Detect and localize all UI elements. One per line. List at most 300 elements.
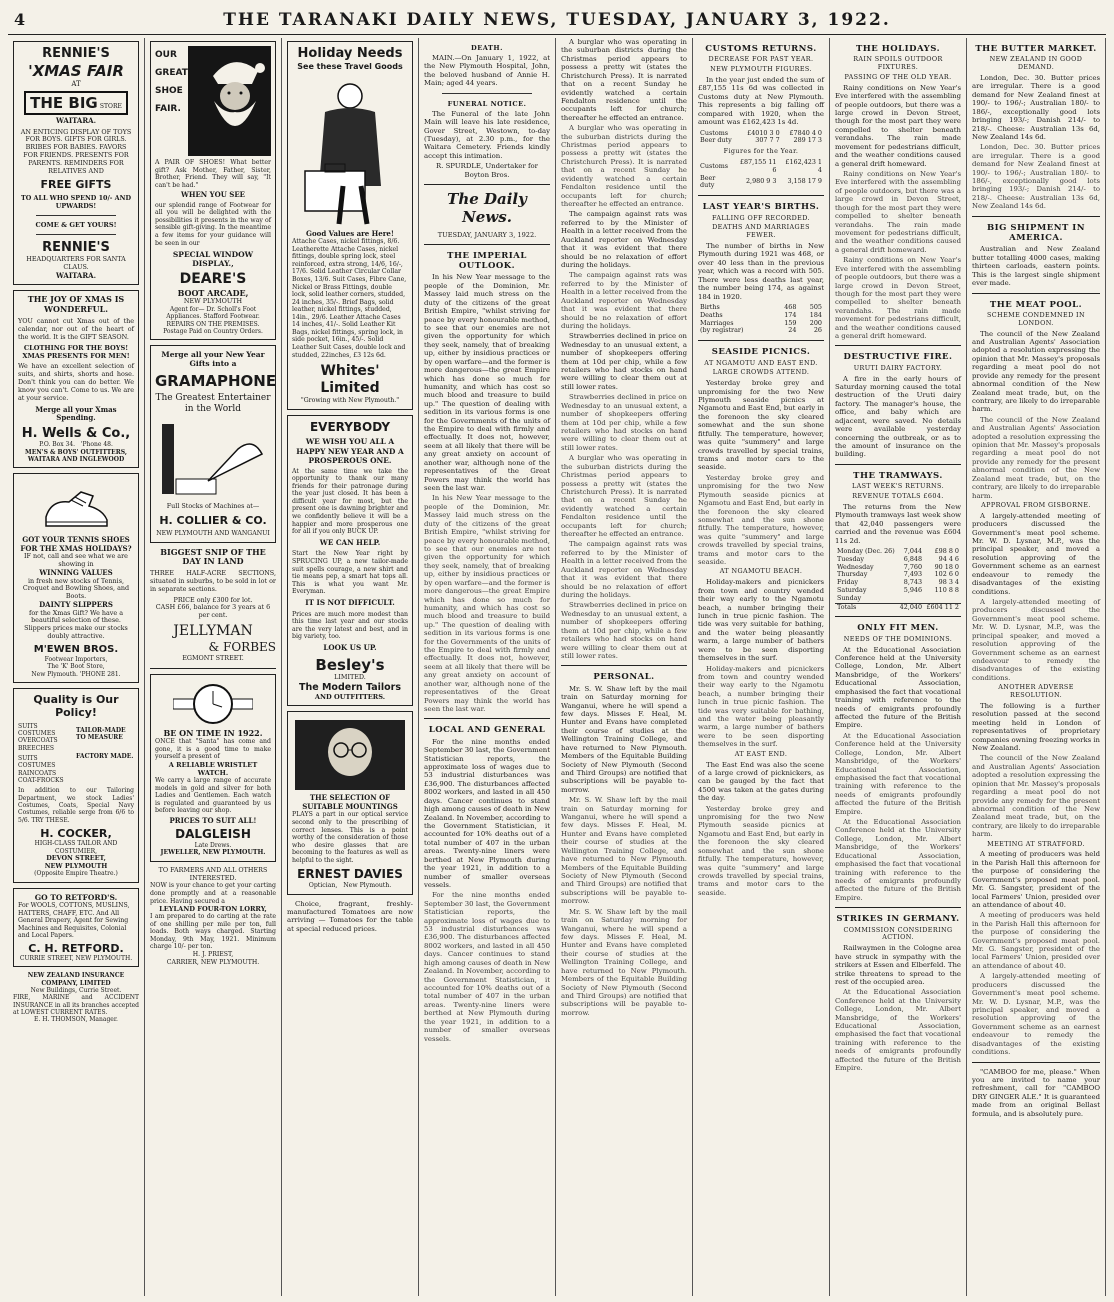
editorial-body: In his New Year message to the people of the Dominion, Mr. Massey laid much stress on the duty of the citizens of the great British Empire, "whilst striving for peace by every honourable method, to see that our enemies are not given the opportunity for which they seek, namely, that of breaking up, either by insidious practices or by open warfare—and the former is more dangerous—the great Empire which has done so much for humanity, and which has cost so much blood and treasure to build up." The question of dealing with sedition in its various forms is one for the Governments of the units of the Empire to deal with firmly and effectually. It does not, however, seem at all likely that there will be any great anxiety on account of another war, although none of the representatives of the Great Powers may think the world has seen the last war. — [424, 273, 550, 493]
section-ad — [150, 548, 276, 663]
ad-headline: BE ON TIME IN 1922. — [163, 727, 263, 738]
ad-text: AT — [71, 80, 81, 89]
ad-text: IF not, call and see what we are showing in — [24, 552, 128, 569]
ad-name: H. COLLIER & CO. — [159, 513, 267, 527]
ad-text: A RELIABLE WRISTLET WATCH. — [168, 760, 258, 777]
ad-body: I am prepared to do carting at the rate of one shilling per mile per ton, full loads. Both ways charged. Starting Monday, 9th May, 1921. Minimum charge 10/- per ton. — [150, 913, 276, 951]
ad-text: CURRIE STREET, NEW PLYMOUTH. — [19, 955, 133, 963]
table-cell: 26 — [813, 326, 822, 335]
table-row-total — [835, 603, 961, 611]
ad-body: For WOOLS, COTTONS, MUSLINS, HATTERS, CHAFF, ETC. And All General Drapery, Agent for Sewing Machines and Requisites, Colonial and Local Papers. — [18, 901, 130, 940]
ad-text: SHOE — [155, 86, 183, 96]
ad-headline: GO TO RETFORD'S. — [34, 892, 118, 902]
list-item: RAINCOATS — [18, 769, 57, 777]
table-cell: 7,044 — [903, 546, 923, 555]
ad-text: MEN'S & BOYS' OUTFITTERS, — [25, 448, 127, 456]
holidays-heading: THE HOLIDAYS. — [855, 44, 941, 54]
personal-body-continued: Mr. S. W. Shaw left by the mail train on Saturday morning for Wanganui, where he will spend a few days. Misses F. Heal, M. Hunter and Evans have completed their course of studies at the Wellington Training College, and have returned to New Plymouth. Members of the Equitable Building Society of New Plymouth (Second and Third Groups) are notified that subscriptions will be payable to-morrow. — [561, 796, 687, 906]
table-cell: 468 — [784, 302, 797, 311]
strikes-heading: STRIKES IN GERMANY. — [836, 914, 960, 925]
ad-text: STORE — [99, 102, 122, 110]
ad-text: TAILOR-MADE TO MEASURE — [76, 726, 126, 742]
another-body-continued: The council of the New Zealand and Australian Agents' Association adopted a resolution expressing the opinion that Mr. Massey's proposals regarding a meat pool do not provide any remedy for the present abnormal condition of the New Zealand meat trade, but, on the contrary, are likely to do irreparable harm. — [972, 754, 1100, 839]
table-cell: Wednesday — [837, 562, 874, 571]
traveller-illustration — [295, 76, 405, 226]
another-subheading: ANOTHER ADVERSE RESOLUTION. — [998, 683, 1074, 700]
table-cell: Beer duty — [700, 136, 732, 145]
list-item: COSTUMES — [18, 730, 56, 738]
table-row — [698, 159, 824, 175]
holidays-body: Rainy conditions on New Year's Eve interfered with the assembling of people outdoors, but there was a large crowd in Devon Street, though for the most part they were compelled to shelter beneath verandahs. The rain made movement for pedestrians difficult, and the weather conditions caused a general drift homeward. — [835, 83, 961, 168]
customs-table — [698, 130, 824, 146]
newspaper-title: THE TARANAKI DAILY NEWS, TUESDAY, JANUARY 3, 1922. — [223, 10, 891, 30]
beach-body-continued: Holiday-makers and picnickers from town and country wended their way early to the Ngamotu beach, a number bringing their lunch in true picnic fashion. The tide was very suitable for bathing, and the water being pleasantly warm, a large number of bathers were to be seen disporting themselves in the surf. — [698, 664, 824, 749]
ad-headline: FREE GIFTS — [40, 178, 112, 192]
fit-men-subheading: NEEDS OF THE DOMINIONS. — [843, 634, 953, 643]
ad-body: We carry a large range of accurate models in gold and silver for both Ladies and Gentlemen. Each watch is regulated and guaranteed by us before leaving our shop. — [155, 777, 271, 815]
ad-text: The 'K' Boot Store, — [47, 663, 105, 671]
ad-name: M'EWEN BROS. — [33, 643, 119, 655]
table-cell: £7840 4 0 — [789, 128, 822, 137]
table-cell: Sunday — [837, 593, 862, 602]
ad-text: EGMONT STREET. — [182, 653, 244, 662]
ad-text: Merge all your Xmas Spending. — [35, 404, 117, 423]
ad-text: AND OUTFITTERS. — [314, 693, 386, 702]
nzi-ad — [13, 972, 139, 1023]
ad-headline: GOT YOUR TENNIS SHOES FOR THE XMAS HOLIDAYS? — [20, 535, 132, 553]
ad-body: TO ALL WHO SPEND 10/- AND UPWARDS! — [20, 193, 132, 210]
butter-subheading: NEW ZEALAND IN GOOD DEMAND. — [989, 55, 1083, 72]
tramways-subheading: LAST WEEK'S RETURNS. — [851, 482, 945, 491]
ad-body: for the Xmas Gift? We have a beautiful selection of these. Slippers prices make our stocks doubly attractive. — [24, 608, 128, 641]
ad-text: Footwear Importers, — [44, 656, 108, 664]
customs-heading: CUSTOMS RETURNS. — [705, 44, 817, 54]
table-cell: 24 — [788, 326, 797, 335]
ad-headline: THE JOY OF XMAS IS WONDERFUL. — [27, 294, 125, 315]
ad-body: in fresh new stocks of Tennis, Croquet and Bowling Shoes, and Boots. — [22, 576, 130, 601]
funeral-signature: R. SPURDLE, Undertaker for Boyton Bros. — [436, 162, 538, 179]
ad-text: FACTORY MADE. — [76, 753, 134, 761]
rats-article: The campaign against rats was referred to by the Minister of Health in a letter received from the Auckland reporter on Wednesday that it was evident that there should be no relaxation of effort during the holidays. — [561, 210, 687, 269]
gramophone-illustration — [158, 419, 268, 499]
issue-date: TUESDAY, JANUARY 3, 1922. — [437, 230, 537, 239]
ad-text: Merge all your New Year Gifts into a — [161, 350, 265, 369]
births-heading: LAST YEAR'S BIRTHS. — [702, 202, 820, 213]
table-cell: 8,743 — [903, 578, 923, 587]
list-item: SUITS — [18, 722, 38, 730]
approval-body: A largely-attended meeting of producers discussed the Government's meat pool scheme. Mr. W. D. Lysnar, M.P., was the principal speaker, and moved a resolution approving of the Government scheme as an earnest endeavour to remedy the disadvantages of the existing conditions. — [972, 511, 1100, 596]
masthead — [8, 6, 1106, 35]
table-cell: Thursday — [837, 570, 868, 579]
table-cell: Tuesday — [837, 554, 864, 563]
column-7 — [830, 38, 967, 1296]
ad-text: Late Drews. — [194, 841, 232, 849]
table-cell: 90 18 0 — [934, 562, 959, 571]
ad-text: WINNING VALUES — [39, 568, 113, 578]
column-8 — [967, 38, 1106, 1296]
ad-body: Attache Cases, nickel fittings, 8/6. Leatherette Attache Cases, nickel fittings, double spring lock, steel reinforced, extra strong, 14/6, 16/-, 17/6. Solid Leather Circular Collar Boxes, 13/6. Suit Cases, Fibre Cane, Nickel or Brass Fittings, double lock, solid leather corners, studded, 24 inches, 35/-. Brief Bags, solid leather, nickel fittings, studded, 14in., 29/6. Leather Attache Cases 14 inches, 41/-. Solid Leather Kit Bags, nickel fittings, spring lock, in side pocket, 16in., 45/-. Solid Leather Suit Cases, double lock and studded, 22inches, £3 12s 6d. — [292, 238, 407, 359]
table-cell: £604 11 2 — [926, 602, 959, 611]
ad-text: CLOTHING FOR THE BOYS! XMAS PRESENTS FOR MEN! — [22, 344, 130, 361]
ad-text: SPECIAL WINDOW DISPLAY., — [172, 250, 254, 269]
ad-name: RENNIE'S — [42, 240, 110, 256]
whites-ad — [287, 41, 413, 410]
ad-text: New Plymouth. — [31, 670, 78, 678]
ad-text: COME & GET YOURS! — [35, 221, 117, 230]
personal-body-continued-2: Mr. S. W. Shaw left by the mail train on Saturday morning for Wanganui, where he will spend a few days. Misses F. Heal, M. Hunter and Evans have completed their course of studies at the Wellington Training College, and have returned to New Plymouth. Members of the Equitable Building Society of New Plymouth (Second and Third Groups) are notified that subscriptions will be payable to-morrow. — [561, 907, 687, 1017]
paper-title: The Daily News. — [447, 190, 527, 227]
ad-text: NEW PLYMOUTH — [183, 297, 243, 306]
ad-name: H. Wells & Co., — [21, 425, 131, 441]
ad-text: Agent for— Dr. Scholl's Foot Appliances. Stafford Footwear. — [166, 306, 260, 321]
ad-body: YOU cannot cut Xmas out of the calendar, nor out of the heart of the world. It is the GIFT SEASON. — [18, 316, 134, 341]
burglar-article: A burglar who was operating in the suburban districts during the Christmas period appears to possess a pretty wit (states the Christchurch Press). It is narrated that on a recent Sunday he evidently watched a certain Fendalton residence until the occupants left for church; thereafter he effected an entrance. — [561, 38, 687, 122]
births-subheading-2: DEATHS AND MARRIAGES FEWER. — [712, 223, 810, 240]
table-cell: 7,760 — [903, 562, 923, 571]
burglar-article-continued: A burglar who was operating in the suburban districts during the Christmas period appears to possess a pretty wit (states the Christchurch Press). It is narrated that on a recent Sunday he evidently watched a certain Fendalton residence until the occupants left for church; thereafter he effected an entrance. — [561, 124, 687, 209]
table-cell: 102 6 0 — [934, 570, 959, 579]
ad-body: At the same time we take the opportunity to thank our many friends for their patronage during the year just closed. It has been a difficult year for most, but the present one is dawning brighter and we confidently believe it will be a happier and more prosperous one for all if you only BUCK UP. — [292, 467, 408, 536]
picnic-subheading-2: LARGE CROWDS ATTEND. — [712, 368, 810, 377]
table-cell: Marriages — [700, 318, 734, 327]
table-cell: Customs — [700, 161, 729, 170]
table-cell: 200 — [809, 318, 822, 327]
ad-headline: GRAMAPHONE — [155, 371, 277, 390]
ad-headline: BIGGEST SNIP OF THE DAY IN LAND — [160, 546, 266, 567]
table-cell: Totals — [837, 602, 857, 611]
funeral-heading: FUNERAL NOTICE. — [447, 99, 527, 108]
butter-body-continued: London, Dec. 30. Butter prices are irregular. There is a good demand for New Zealand finest at 190/- to 196/-; Australian 180/- to 186/-, exceptionally good lots bringing 193/-; Danish 214/- to 218/-. Cheese: Australian 13s 6d, New Zealand 14s 6d. — [972, 143, 1100, 211]
strikes-body: Railwaymen in the Cologne area have struck in sympathy with the strikers at Essen and Elberfeld. The strike threatens to spread to the rest of the occupied area. — [835, 944, 961, 986]
table-cell: 505 — [809, 302, 822, 311]
dalgleish-ad — [150, 674, 276, 862]
table-cell: 7,493 — [903, 570, 923, 579]
tennis-shoe-illustration — [41, 482, 111, 532]
table-cell — [924, 595, 961, 603]
customs-subheading: DECREASE FOR PAST YEAR. — [708, 55, 814, 64]
customs-year-label: Figures for the Year. — [723, 147, 799, 156]
ad-body: NOW is your chance to get your carting done promptly and at a reasonable price. Having secured a — [150, 882, 276, 905]
stratford-body-continued: A meeting of producers was held in the Parish Hall this afternoon for the purpose of considering the Government's proposed meat pool. Mr. G. Sangster, president of the local Farmers' Union, presided over an attendance of about 40. — [972, 911, 1100, 970]
table-cell: 98 3 4 — [938, 578, 959, 587]
table-row — [698, 327, 824, 335]
watch-illustration — [173, 683, 253, 725]
personal-body: Mr. S. W. Shaw left by the mail train on Saturday morning for Wanganui, where he will spend a few days. Misses F. Heal, M. Hunter and Evans have completed their course of studies at the Wellington Training College, and have returned to New Plymouth. Members of the Equitable Building Society of New Plymouth (Second and Third Groups) are notified that subscriptions will be payable to-morrow. — [561, 684, 687, 794]
ad-name: DEARE'S — [179, 271, 247, 288]
east-end-body-continued: Yesterday broke grey and unpromising for the two New Plymouth seaside picnics at Ngamotu and East End, but early in the forenoon the sky cleared somewhat and the sun shone fitfully. The temperature, however, was quite "summery" and large crowds travelled by special trains, trams and motor cars to the seaside. — [698, 804, 824, 897]
ad-body: ONCE that "Santa" has come and gone, it is a good time to make yourself a present of — [155, 738, 271, 761]
ad-name: & FORBES — [208, 640, 276, 655]
ad-text: PRICES TO SUIT ALL! — [169, 815, 257, 825]
gramophone-ad — [150, 345, 276, 542]
tramways-table — [835, 548, 961, 612]
ad-headline: Quality is Our Policy! — [33, 692, 119, 720]
east-end-body: The East End was also the scene of a large crowd of picknickers, as can be gauged by the fact that 4500 was taken at the gates during the day. — [698, 760, 824, 803]
table-cell: Monday (Dec. 26) — [837, 546, 895, 555]
table-cell: Saturday — [837, 586, 867, 594]
besley-ad — [287, 415, 413, 706]
tramways-body: The returns from the New Plymouth tramways last week show that 42,040 passengers were carried and the revenue was £604 11s 2d. — [835, 502, 961, 545]
customs-year-table — [698, 159, 824, 190]
editorial-body-continued: In his New Year message to the people of the Dominion, Mr. Massey laid much stress on the duty of the citizens of the great British Empire, "whilst striving for peace by every honourable method, to see that our enemies are not given the opportunity for which they seek, namely, that of breaking up, either by insidious practices or by open warfare—and the former is more dangerous—the great Empire which has done so much for humanity, and which has cost so much blood and treasure to build up." The question of dealing with sedition in its various forms is one for the Governments of the units of the Empire to deal with firmly and effectually. It does not, however, seem at all likely that there will be any great anxiety on account of another war, although none of the representatives of the Great Powers may think the world has seen the last war. — [424, 494, 550, 713]
ad-headline: THE SELECTION OF SUITABLE MOUNTINGS — [302, 793, 398, 811]
table-cell: 307 7 7 — [755, 136, 780, 145]
table-cell: 174 — [784, 310, 797, 319]
ad-text: (Opposite Empire Theatre.) — [34, 870, 118, 878]
ad-text: WE WISH YOU ALL A HAPPY NEW YEAR AND A PROSPEROUS ONE. — [296, 437, 404, 465]
table-cell: (by registrar) — [700, 326, 744, 335]
approval-subheading: APPROVAL FROM GISBORNE. — [981, 500, 1091, 509]
ad-text: 'PHONE 281. — [79, 670, 121, 678]
ad-text: Optician, — [308, 881, 338, 889]
deaths-heading: DEATH. — [471, 44, 503, 52]
ad-name: JELLYMAN — [173, 623, 253, 639]
meat-pool-body: The council of the New Zealand and Australian Agents' Association adopted a resolution expressing the opinion that Mr. Massey's proposals regarding a meat pool do not provide any remedy for the present abnormal condition of the New Zealand meat trade, but, on the contrary, are likely to do irreparable harm. — [972, 329, 1100, 414]
ad-text: LOOK US UP. — [323, 642, 377, 652]
column-6 — [693, 38, 830, 1296]
ad-text: New Buildings, Currie Street. — [30, 987, 122, 995]
east-end-subheading: AT EAST END. — [734, 749, 788, 758]
ad-body: Start the New Year right by SPRUCING UP, a new tailor-made suit spells courage, a new shirt and tie means pep, a smart hat tops all. This is what you want Mr. Everyman. — [292, 550, 408, 596]
ad-text: WAITARA. — [55, 270, 97, 280]
strawberries-article-continued: Strawberries declined in price on Wednesday to an unusual extent, a number of shopkeepers offering them at 10d per chip, while a few retailers who had stocks on hand were willing to clear them out at still lower rates. — [561, 393, 687, 452]
table-cell: Customs — [700, 128, 729, 137]
ad-text: The Greatest Entertainer in the World — [155, 392, 271, 414]
ad-text: WAITARA AND INGLEWOOD — [27, 456, 125, 464]
santa-illustration — [188, 46, 271, 156]
stratford-body-continued-2: A largely-attended meeting of producers discussed the Government's meat pool scheme. Mr. W. D. Lysnar, M.P., was the principal speaker, and moved a resolution approving of the Government scheme as an earnest endeavour to remedy the disadvantages of the existing conditions. — [972, 972, 1100, 1057]
ad-body: A PAIR OF SHOES! What better gift? Ask Mother, Father, Sister, Brother, Friend. They will say, "It can't be had." — [155, 159, 271, 189]
table-cell: 6,848 — [903, 554, 923, 563]
picnic-body: Yesterday broke grey and unpromising for the two New Plymouth seaside picnics at Ngamotu and East End, but early in the forenoon the sky cleared somewhat and the sun shone fitfully. The temperature, however, was quite "summery" and large crowds travelled by special trains, trams and motor cars to the seaside. — [698, 379, 824, 472]
funeral-notice: The Funeral of the late John Main will leave his late residence, Gover Street, Westown, to-day (Tuesday), at 2.30 p.m., for the Waitara Cemetery. Friends kindly accept this intimation. — [424, 109, 550, 160]
lorry-ad — [150, 867, 276, 966]
ad-text: NEW PLYMOUTH AND WANGANUI — [156, 530, 270, 538]
ad-headline: TO FARMERS AND ALL OTHERS INTERESTED. — [158, 865, 268, 882]
table-cell: 110 8 8 — [934, 586, 959, 594]
holidays-body-continued-2: Rainy conditions on New Year's Eve interfered with the assembling of people outdoors, but there was a large crowd in Devon Street, though for the most part they were compelled to shelter beneath verandahs. The rain made movement for pedestrians difficult, and the weather conditions caused a general drift homeward. — [835, 256, 961, 341]
ad-text: JEWELLER, NEW PLYMOUTH. — [160, 849, 266, 857]
strikes-subheading: COMMISSION CONSIDERING ACTION. — [843, 925, 953, 942]
fire-heading: DESTRUCTIVE FIRE. — [843, 352, 953, 363]
ad-text: WHEN YOU SEE — [180, 190, 245, 200]
beach-subheading: AT NGAMOTU BEACH. — [719, 567, 803, 576]
strawberries-article: Strawberries declined in price on Wednesday to an unusual extent, a number of shopkeepers offering them at 10d per chip, while a few retailers who had stocks on hand were willing to clear them out at still lower rates. — [561, 332, 687, 391]
fire-subheading: URUTI DAIRY FACTORY. — [853, 363, 943, 372]
list-item: BREECHES — [18, 744, 54, 752]
ad-body: THREE HALF-ACRE SECTIONS, situated in suburbs, to be sold in lot or in separate sections. — [150, 569, 276, 593]
list-item: COSTUMES — [18, 762, 56, 770]
burglar-article-continued-2: A burglar who was operating in the suburban districts during the Christmas period appears to possess a pretty wit (states the Christchurch Press). It is narrated that on a recent Sunday he evidently watched a certain Fendalton residence until the occupants left for church; thereafter he effected an entrance. — [561, 454, 687, 539]
table-cell: Beer duty — [700, 173, 716, 190]
births-body: The number of births in New Plymouth during 1921 was 468, or over 40 less than in the previous year, which was a record with 505. There were less deaths last year, the number being 174, as against 184 in 1920. — [698, 242, 824, 301]
ad-body: Prices are much more modest than this time last year and our stocks are the very latest and best, and in big variety, too. — [292, 610, 408, 641]
ad-text: WAITARA. — [55, 115, 97, 125]
ad-body: PLAYS a part in our optical service second only to the prescribing of correct lenses. This is a point worthy of the consideration of those who desire glasses that are becoming to the features as well as helpful to the sight. — [292, 811, 408, 864]
ad-text: HEADQUARTERS FOR SANTA CLAUS. — [26, 255, 126, 272]
column-5 — [556, 38, 693, 1296]
ad-text: LEYLAND FOUR-TON LORRY, — [159, 905, 267, 914]
ad-name: Whites' Limited — [320, 363, 380, 397]
ad-text: IT IS NOT DIFFICULT. — [305, 597, 395, 607]
column-1 — [8, 38, 145, 1296]
column-2 — [145, 38, 282, 1296]
column-4 — [419, 38, 556, 1296]
rats-article-continued: The campaign against rats was referred to by the Minister of Health in a letter received from the Auckland reporter on Wednesday that it was evident that there should be no relaxation of effort during the holidays. — [561, 271, 687, 330]
births-table — [698, 304, 824, 335]
ad-body: We have an excellent selection of suits, and shirts, shorts and hose. Don't think you can do better. We know you can't. Come to us. We are at your service. — [18, 362, 134, 402]
rats-article-continued-2: The campaign against rats was referred to by the Minister of Health in a letter received from the Auckland reporter on Wednesday that it was evident that there should be no relaxation of effort during the holidays. — [561, 540, 687, 599]
another-body: The following is a further resolution passed at the second meeting held in London of representatives of proprietary companies owning freezing works in New Zealand. — [972, 701, 1100, 752]
ad-text: 'Phone 48. — [80, 441, 113, 449]
wells-ad — [13, 290, 139, 468]
tramways-subheading-2: REVENUE TOTALS £604. — [852, 492, 944, 501]
ad-text: The Modern Tailors — [298, 681, 402, 693]
table-cell: 159 — [784, 318, 797, 327]
table-cell: 94 4 6 — [938, 554, 959, 563]
table-cell: Births — [700, 302, 720, 311]
list-item: COAT-FROCKS — [18, 776, 64, 784]
article-body: Choice, fragrant, freshly-manufactured Tomatoes are now arriving — Tomatoes for the table at special reduced prices. — [287, 899, 413, 933]
ad-text: CASH £66, balance for 3 years at 6 per cent. — [155, 603, 271, 620]
holidays-body-continued: Rainy conditions on New Year's Eve interfered with the assembling of people outdoors, but there was a large crowd in Devon Street, though for the most part they were compelled to shelter beneath verandahs. The rain made movement for pedestrians difficult, and the weather conditions caused a general drift homeward. — [835, 170, 961, 254]
death-notice: MAIN.—On January 1, 1922, at the New Plymouth Hospital, John, the beloved husband of Annie H. Main; aged 44 years. — [424, 54, 550, 88]
holidays-subheading: RAIN SPOILS OUTDOOR FIXTURES. — [853, 55, 943, 72]
ad-name: Besley's — [315, 655, 385, 674]
ad-headline: Holiday Needs — [297, 46, 403, 61]
table-cell: 2,980 9 3 — [745, 177, 777, 186]
local-body: For the nine months ended September 30 last, the Government Statistician reports, the approximate loss of wages due to 53 industrial disturbances was £36,900. The disturbances affected 8002 workers, and lasted in all 450 days. Cancer continues to stand high among causes of death in New Zealand. In November, according to the Government Statistician, it accounted for 10% deaths out of a total number of 407 in the urban areas. Twenty-nine liners were berthed at New Plymouth during the year 1921, in addition to a number of smaller overseas vessels. — [424, 737, 550, 889]
cocker-items — [18, 723, 76, 785]
ad-text: WE CAN HELP. — [319, 537, 381, 547]
mewen-ad — [13, 473, 139, 683]
table-cell: £87,155 11 6 — [739, 157, 777, 174]
meat-pool-body-continued: The council of the New Zealand and Australian Agents' Association adopted a resolution expressing the opinion that Mr. Massey's proposals regarding a meat pool do not provide any remedy for the present abnormal condition of the New Zealand meat trade, but, on the contrary, are likely to do irreparable harm. — [972, 415, 1100, 500]
ad-headline: NEW ZEALAND INSURANCE COMPANY, LIMITED — [27, 972, 125, 987]
rennies-ad — [13, 41, 139, 285]
camboo-ad: "CAMBOO for me, please." When you are invited to name your refreshment, call for "CAMBOO DRY GINGER ALE." It is guaranteed made from an original Bellast formula, and is absolutely pure. — [972, 1067, 1100, 1118]
table-cell: 5,946 — [903, 586, 923, 594]
table-cell: 42,040 — [899, 602, 923, 611]
table-cell: Friday — [837, 578, 859, 587]
ad-text: LIMITED. — [334, 672, 366, 681]
ad-text: Full Stocks of Machines at— — [166, 501, 260, 510]
picnic-heading: SEASIDE PICNICS. — [711, 347, 811, 358]
ad-text: DEVON STREET, — [46, 853, 106, 862]
local-body-continued: For the nine months ended September 30 last, the Government Statistician reports, the approximate loss of wages due to 53 industrial disturbances was £36,900. The disturbances affected 8002 workers, and lasted in all 450 days. Cancer continues to stand high among causes of death in New Zealand. In November, according to the Government Statistician, it accounted for 10% deaths out of a total number of 407 in the urban areas. Twenty-nine liners were berthed at New Plymouth during the year 1921, in addition to a number of smaller overseas vessels. — [424, 891, 550, 1043]
picnic-body-continued: Yesterday broke grey and unpromising for the two New Plymouth seaside picnics at Ngamotu and East End, but early in the forenoon the sky cleared somewhat and the sun shone fitfully. The temperature, however, was quite "summery" and large crowds travelled by special trains, trams and motor cars to the seaside. — [698, 473, 824, 567]
list-item: OVERCOATS — [18, 737, 58, 745]
list-item: SUITS — [18, 755, 38, 763]
picnic-subheading: AT NGAMOTU AND EAST END. — [704, 358, 818, 367]
ad-text: HIGH-CLASS TAILOR AND COSTUMIER, — [34, 840, 118, 855]
table-cell — [897, 595, 924, 603]
ad-name: ERNEST DAVIES — [297, 867, 403, 882]
table-row — [835, 595, 961, 603]
stratford-body: A meeting of producers was held in the Parish Hall this afternoon for the purpose of considering the Government's proposed meat pool. Mr. G. Sangster, president of the local Farmers' Union, presided over an attendance of about 40. — [972, 850, 1100, 909]
ad-name: DALGLEISH — [175, 827, 251, 842]
table-cell: £98 8 0 — [934, 546, 959, 555]
table-cell: 3,158 17 9 — [787, 177, 822, 186]
ad-text: E. H. THOMSON, Manager. — [34, 1016, 118, 1024]
shipment-heading: BIG SHIPMENT IN AMERICA. — [986, 222, 1086, 244]
table-cell: £162,423 1 4 — [785, 157, 822, 174]
table-row — [698, 137, 824, 145]
table-cell: £4010 3 0 — [747, 128, 780, 137]
ad-name: H. J. PRIEST, — [192, 951, 234, 959]
table-cell: 289 17 3 — [793, 136, 822, 145]
ad-text: GREAT — [155, 68, 188, 78]
fit-men-body-continued-2: At the Educational Association Conference held at the University College, London, Mr. Albert Mansbridge, of the Workers' Educational Association, emphasised the fact that vocational training with reference to the needs of emigrants profoundly affected the future of the British Empire. — [835, 818, 961, 902]
ad-text: CARRIER, NEW PLYMOUTH. — [166, 958, 260, 966]
ad-body: our splendid range of Footwear for all you will be delighted with the possibilities it presents in the way of sensible gift-giving. In the meantime a few items for your guidance will be seen in our — [155, 201, 271, 247]
ad-text: DAINTY SLIPPERS — [39, 600, 113, 610]
fit-men-body: At the Educational Association Conference held at the University College, London, Mr. Albert Mansbridge, of the Workers' Educational Association, emphasised the fact that vocational training with reference to the needs of emigrants profoundly affected the future of the British Empire. — [835, 645, 961, 730]
shoe-fair-heading — [155, 46, 188, 118]
optician-illustration — [295, 720, 405, 790]
ad-text: OUR — [155, 50, 177, 60]
holidays-subheading-2: PASSING OF THE OLD YEAR. — [844, 72, 952, 81]
table-cell: 184 — [809, 310, 822, 319]
butter-body: London, Dec. 30. Butter prices are irregular. There is a good demand for New Zealand finest at 190/- to 196/-; Australian 180/- to 186/-, exceptionally good lots bringing 193/-; Danish 214/- to 218/-. Cheese: Australian 13s 6d, New Zealand 14s 6d. — [972, 73, 1100, 141]
column-3 — [282, 38, 419, 1296]
ad-text: "Growing with New Plymouth." — [300, 397, 400, 405]
ad-text: Good Values are Here! — [306, 228, 394, 238]
stratford-subheading: MEETING AT STRATFORD. — [987, 839, 1085, 848]
table-cell: Deaths — [700, 310, 723, 319]
fit-men-heading: ONLY FIT MEN. — [857, 623, 939, 634]
ad-big-store: THE BIG — [30, 93, 98, 112]
meat-pool-heading: THE MEAT POOL. — [989, 299, 1083, 310]
ad-text: REPAIRS ON THE PREMISES. Postage Paid on Country Orders. — [163, 320, 263, 336]
ad-text: See these Travel Goods — [297, 61, 403, 71]
editorial-heading: THE IMPERIAL OUTLOOK. — [447, 250, 527, 272]
cocker-ad — [13, 688, 139, 883]
meat-pool-subheading: SCHEME CONDEMNED IN LONDON. — [987, 310, 1085, 327]
ad-headline: EVERYBODY — [309, 419, 391, 434]
shipment-body: Australian and New Zealand butter totalling 4000 cases, making thirteen carloads, eastern points. This is the largest single shipment ever made. — [972, 245, 1100, 288]
ad-text: NEW PLYMOUTH — [44, 861, 108, 870]
ad-name: C. H. RETFORD. — [28, 941, 124, 955]
page-number: 4 — [14, 10, 26, 29]
strikes-body-continued: At the Educational Association Conference held at the University College, London, Mr. Albert Mansbridge, of the Workers' Educational Association, emphasised the fact that vocational training with reference to the needs of emigrants profoundly affected the future of the British Empire. — [835, 988, 961, 1073]
davies-ad — [287, 711, 413, 894]
strawberries-article-continued-2: Strawberries declined in price on Wednesday to an unusual extent, a number of shopkeepers offering them at 10d per chip, while a few retailers who had stocks on hand were willing to clear them out at still lower rates. — [561, 601, 687, 660]
customs-body: In the year just ended the sum of £87,155 11s 6d was collected in Customs duty at New Plymouth. This represents a big falling off compared with 1920, when the amount was £162,423 1s 4d. — [698, 75, 824, 127]
beach-body: Holiday-makers and picnickers from town and country wended their way early to the Ngamotu beach, a number bringing their lunch in true picnic fashion. The tide was very suitable for bathing, and the water being pleasantly warm, a large number of bathers were to be seen disporting themselves in the surf. — [698, 578, 824, 663]
ad-subtitle: 'XMAS FAIR — [28, 61, 124, 80]
tramways-heading: THE TRAMWAYS. — [853, 470, 943, 481]
fit-men-body-continued: At the Educational Association Conference held at the University College, London, Mr. Albert Mansbridge, of the Workers' Educational Association, emphasised the fact that vocational training with reference to the needs of emigrants profoundly affected the future of the British Empire. — [835, 731, 961, 816]
ad-name: H. COCKER, — [40, 826, 112, 840]
ad-body: In addition to our Tailoring Department, we stock Ladies' Costumes, Coats, Special Navy Costumes, reliable serge from 6/6 to 5/6. TRY THESE. — [18, 787, 134, 824]
ad-text: BOOT ARCADE, — [177, 287, 249, 298]
births-subheading: FALLING OFF RECORDED. — [712, 213, 810, 222]
butter-heading: THE BUTTER MARKET. — [975, 44, 1097, 54]
deare-ad — [150, 41, 276, 340]
local-heading: LOCAL AND GENERAL — [428, 725, 546, 736]
ad-body: AN ENTICING DISPLAY OF TOYS FOR BOYS. GIFTS FOR GIRLS. BRIBES FOR BABIES. FAVORS FOR FRIENDS. PRESENTS FOR PARENTS. REMINDERS FOR RELATIVES AND — [20, 127, 132, 175]
ad-text: New Plymouth. — [343, 881, 392, 889]
ad-title: RENNIE'S — [42, 46, 110, 61]
personal-heading: PERSONAL. — [593, 672, 655, 683]
retford-ad — [13, 888, 139, 968]
ad-text: P.O. Box 34. — [39, 441, 76, 449]
customs-subheading-2: NEW PLYMOUTH FIGURES. — [710, 65, 812, 74]
ad-body: FIRE, MARINE and ACCIDENT INSURANCE in all its branches accepted at LOWEST CURRENT RATES. — [13, 994, 139, 1017]
ad-text: PRICE only £300 for lot. — [173, 595, 253, 604]
ad-text: FAIR. — [155, 104, 181, 114]
